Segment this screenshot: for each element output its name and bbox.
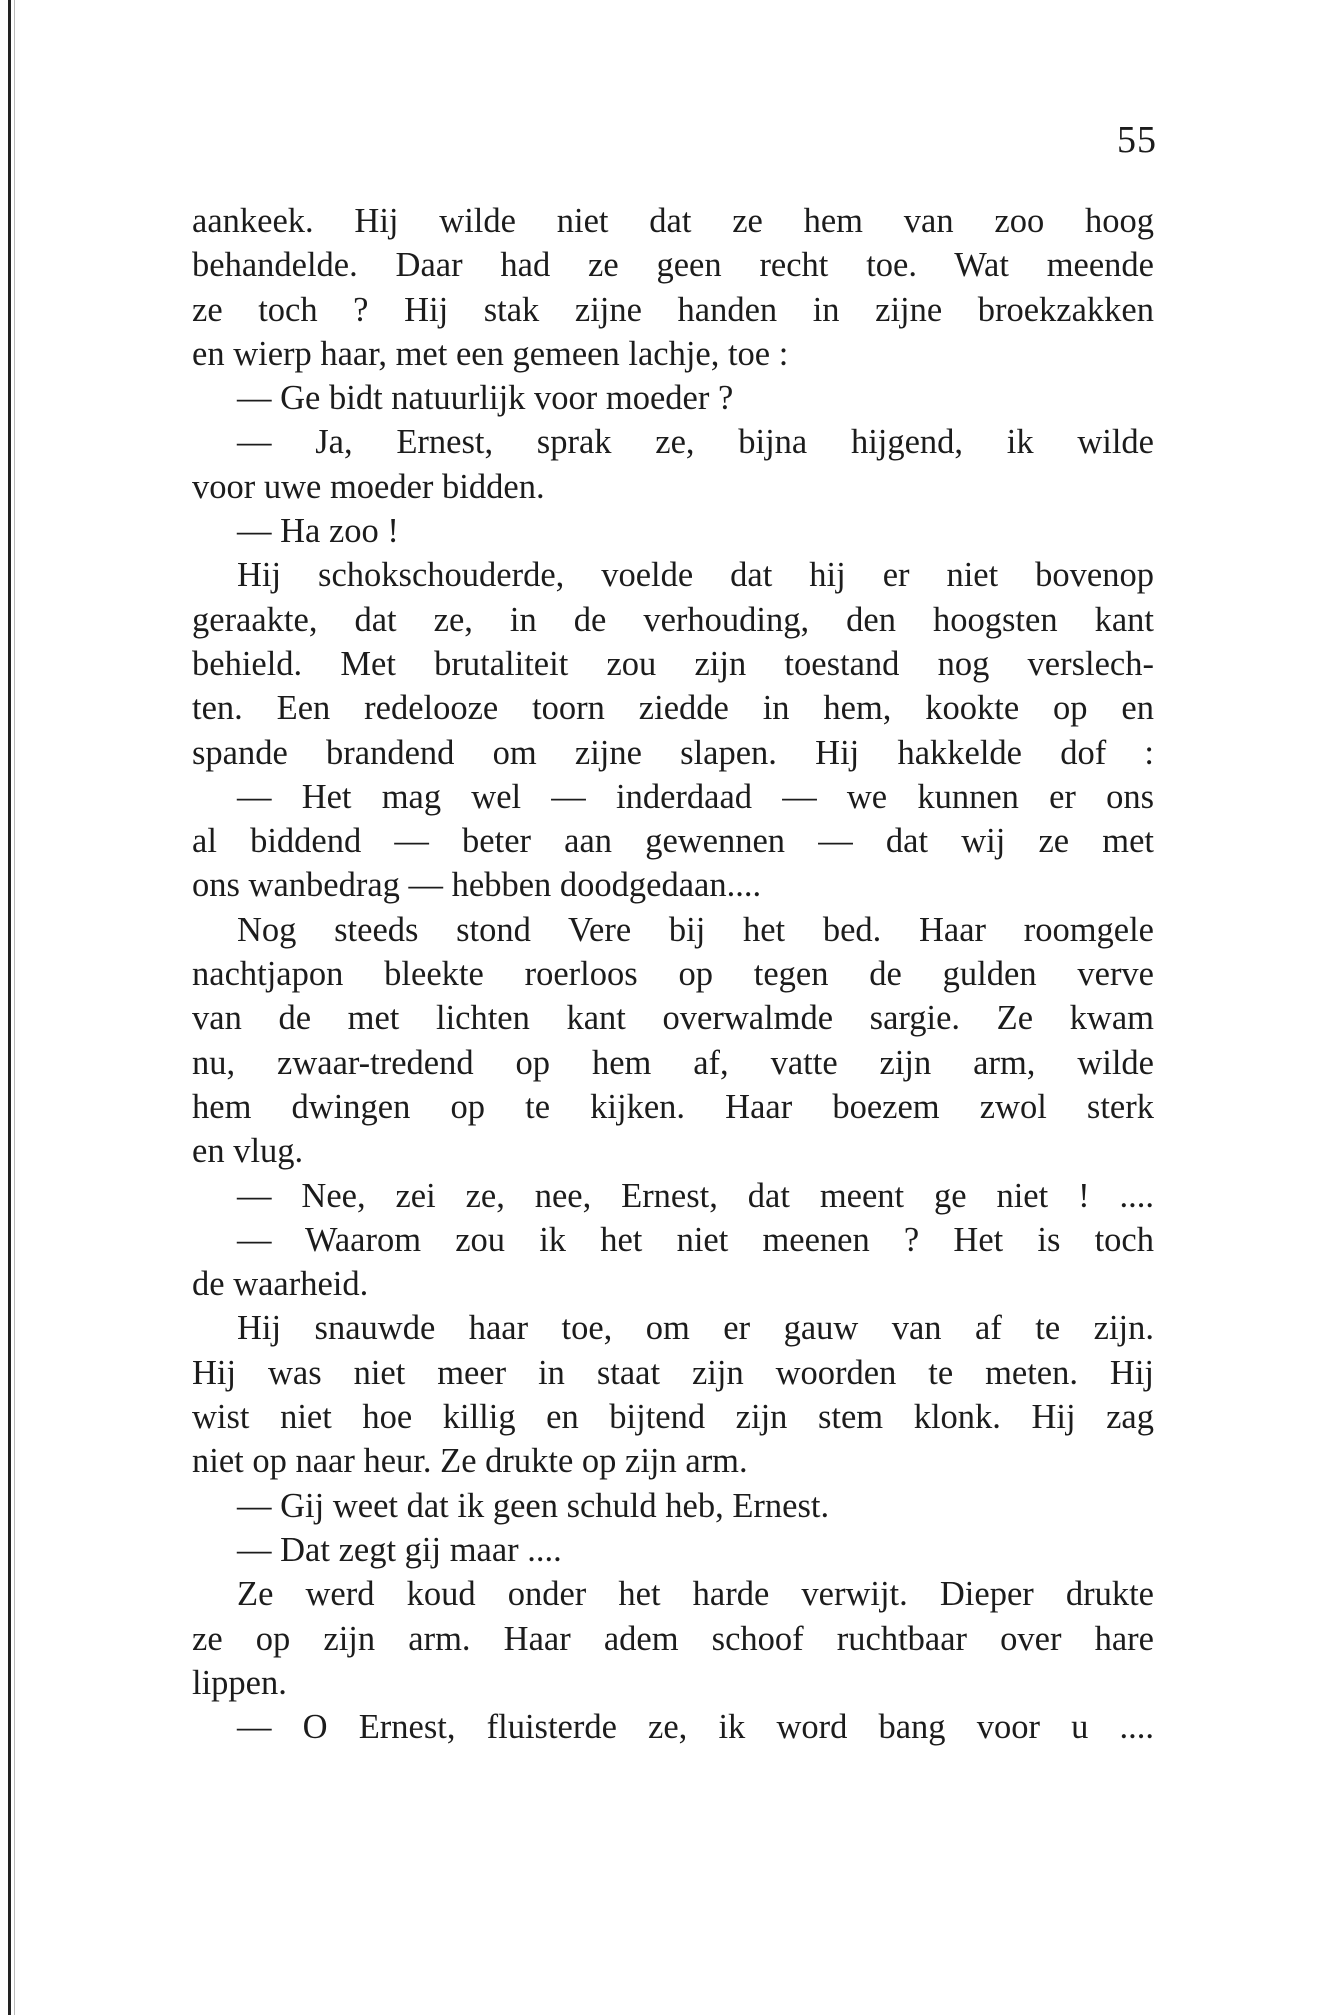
scan-binding-edge [8, 0, 11, 2015]
text-line: de waarheid. [192, 1265, 369, 1304]
text-line: hem dwingen op te kijken. Haar boezem zwol sterk [192, 1087, 1154, 1126]
text-line: Nog steeds stond Vere bij het bed. Haar roomgele [237, 910, 1154, 949]
text-line: van de met lichten kant overwalmde sargie. Ze kwam [192, 999, 1154, 1038]
text-line: — Ha zoo ! [237, 512, 399, 551]
text-line: ten. Een redelooze toorn ziedde in hem, kookte op en [192, 689, 1154, 728]
text-line: al biddend — beter aan gewennen — dat wij ze met [192, 822, 1154, 861]
page-number: 55 [1117, 119, 1157, 161]
text-line: behandelde. Daar had ze geen recht toe. Wat meende [192, 246, 1154, 285]
scan-binding-shadow [14, 0, 15, 2015]
text-line: — Ja, Ernest, sprak ze, bijna hijgend, ik wilde [237, 423, 1154, 462]
text-line: — Ge bidt natuurlijk voor moeder ? [237, 379, 734, 418]
text-line: — Nee, zei ze, nee, Ernest, dat meent ge niet ! .... [237, 1176, 1154, 1215]
text-line: Hij snauwde haar toe, om er gauw van af te zijn. [237, 1309, 1154, 1348]
text-line: lippen. [192, 1663, 287, 1702]
text-line: aankeek. Hij wilde niet dat ze hem van zoo hoog [192, 202, 1154, 240]
text-line: en vlug. [192, 1132, 304, 1171]
text-line: behield. Met brutaliteit zou zijn toestand nog verslech- [192, 644, 1154, 683]
text-line: geraakte, dat ze, in de verhouding, den hoogsten kant [192, 600, 1154, 639]
body-text [192, 199, 1154, 1749]
text-line: — Dat zegt gij maar .... [237, 1530, 562, 1569]
text-line: voor uwe moeder bidden. [192, 467, 545, 506]
text-line: — Gij weet dat ik geen schuld heb, Ernest. [237, 1486, 830, 1525]
text-line: en wierp haar, met een gemeen lachje, toe : [192, 334, 789, 373]
text-line: Hij was niet meer in staat zijn woorden te meten. Hij [192, 1353, 1154, 1392]
text-line: wist niet hoe killig en bijtend zijn stem klonk. Hij zag [192, 1398, 1154, 1437]
text-line: niet op naar heur. Ze drukte op zijn arm. [192, 1442, 748, 1481]
text-line: — Het mag wel — inderdaad — we kunnen er ons [237, 777, 1154, 816]
text-line: ze op zijn arm. Haar adem schoof ruchtbaar over hare [192, 1619, 1154, 1658]
text-line: — Waarom zou ik het niet meenen ? Het is toch [237, 1220, 1154, 1259]
text-line: spande brandend om zijne slapen. Hij hakkelde dof : [192, 733, 1154, 772]
text-line: ze toch ? Hij stak zijne handen in zijne broekzakken [192, 290, 1154, 329]
text-line: — O Ernest, fluisterde ze, ik word bang voor u .... [237, 1708, 1154, 1747]
text-line: nachtjapon bleekte roerloos op tegen de gulden verve [192, 955, 1154, 994]
text-line: nu, zwaar-tredend op hem af, vatte zijn arm, wilde [192, 1043, 1154, 1082]
text-line: Hij schokschouderde, voelde dat hij er niet bovenop [237, 556, 1154, 595]
text-line: ons wanbedrag — hebben doodgedaan.... [192, 866, 762, 905]
text-line: Ze werd koud onder het harde verwijt. Dieper drukte [237, 1575, 1154, 1614]
